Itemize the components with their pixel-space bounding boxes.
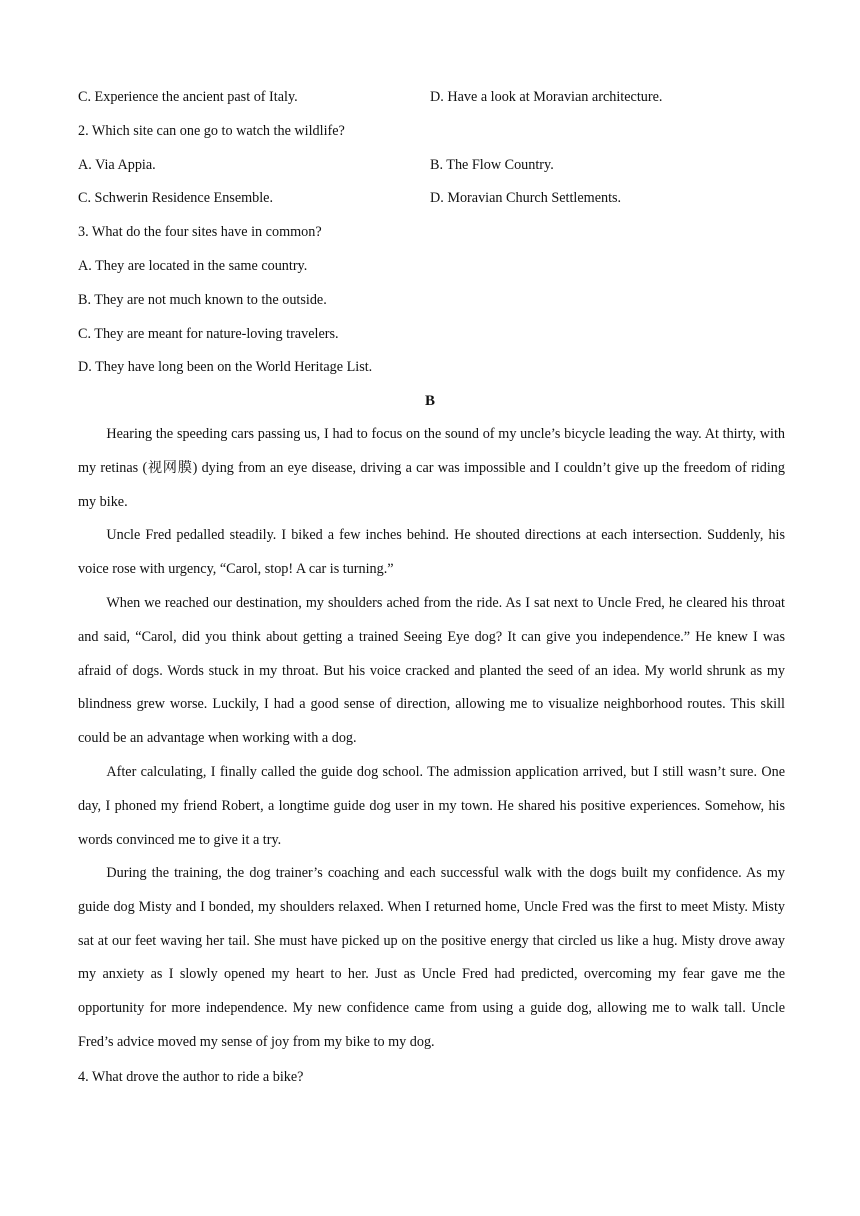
q2-option-b: B. The Flow Country. (430, 157, 554, 173)
passage-paragraph-1: Hearing the speeding cars passing us, I had to focus on the sound of my uncle’s bicycle leading the way. At thirty, with my retinas (视网膜) dying from an eye disease, driving a car was impossible and I couldn’t give up the freedom of riding my bike. (78, 426, 785, 510)
q3-stem: 3. What do the four sites have in common? (78, 224, 322, 240)
q2-option-c: C. Schwerin Residence Ensemble. (78, 190, 274, 206)
passage-paragraph-2: Uncle Fred pedalled steadily. I biked a few inches behind. He shouted directions at each intersection. Suddenly, his voice rose with urgency, “Carol, stop! A car is turning.” (78, 527, 785, 577)
q2-option-d: D. Moravian Church Settlements. (430, 190, 622, 206)
q1-option-c: C. Experience the ancient past of Italy. (78, 89, 298, 105)
passage-paragraph-4: After calculating, I finally called the guide dog school. The admission application arrived, but I still wasn’t sure. One day, I phoned my friend Robert, a longtime guide dog user in my town. He shared his positive experiences. Somehow, his words convinced me to give it a try. (78, 764, 785, 848)
passage-paragraph-3: When we reached our destination, my shoulders ached from the ride. As I sat next to Uncle Fred, he cleared his throat and said, “Carol, did you think about getting a trained Seeing Eye dog? It can give you independence.” He knew I was afraid of dogs. Words stuck in my throat. But his voice cracked and planted the seed of an idea. My world shrunk as my blindness grew worse. Luckily, I had a good sense of direction, allowing me to visualize neighborhood routes. This skill could be an advantage when working with a dog. (78, 595, 785, 747)
passage-paragraph-5: During the training, the dog trainer’s coaching and each successful walk with the dogs built my confidence. As my guide dog Misty and I bonded, my shoulders relaxed. When I returned home, Uncle Fred was the first to meet Misty. Misty sat at our feet waving her tail. She must have picked up on the positive energy that circled us like a hug. Misty drove away my anxiety as I slowly opened my heart to her. Just as Uncle Fred had predicted, overcoming my fear gave me the opportunity for more independence. My new confidence came from using a guide dog, allowing me to walk tall. Uncle Fred’s advice moved my sense of joy from my bike to my dog. (78, 865, 785, 1050)
section-b-title: B (424, 393, 435, 409)
q1-option-d: D. Have a look at Moravian architecture. (430, 89, 663, 105)
q3-option-c: C. They are meant for nature-loving travelers. (78, 326, 339, 342)
q3-option-b: B. They are not much known to the outside. (78, 292, 327, 308)
q2-stem: 2. Which site can one go to watch the wildlife? (78, 123, 345, 139)
q2-option-a: A. Via Appia. (78, 157, 156, 173)
q3-option-a: A. They are located in the same country. (78, 258, 308, 274)
q4-stem: 4. What drove the author to ride a bike? (78, 1069, 304, 1085)
q3-option-d: D. They have long been on the World Heritage List. (78, 359, 373, 375)
